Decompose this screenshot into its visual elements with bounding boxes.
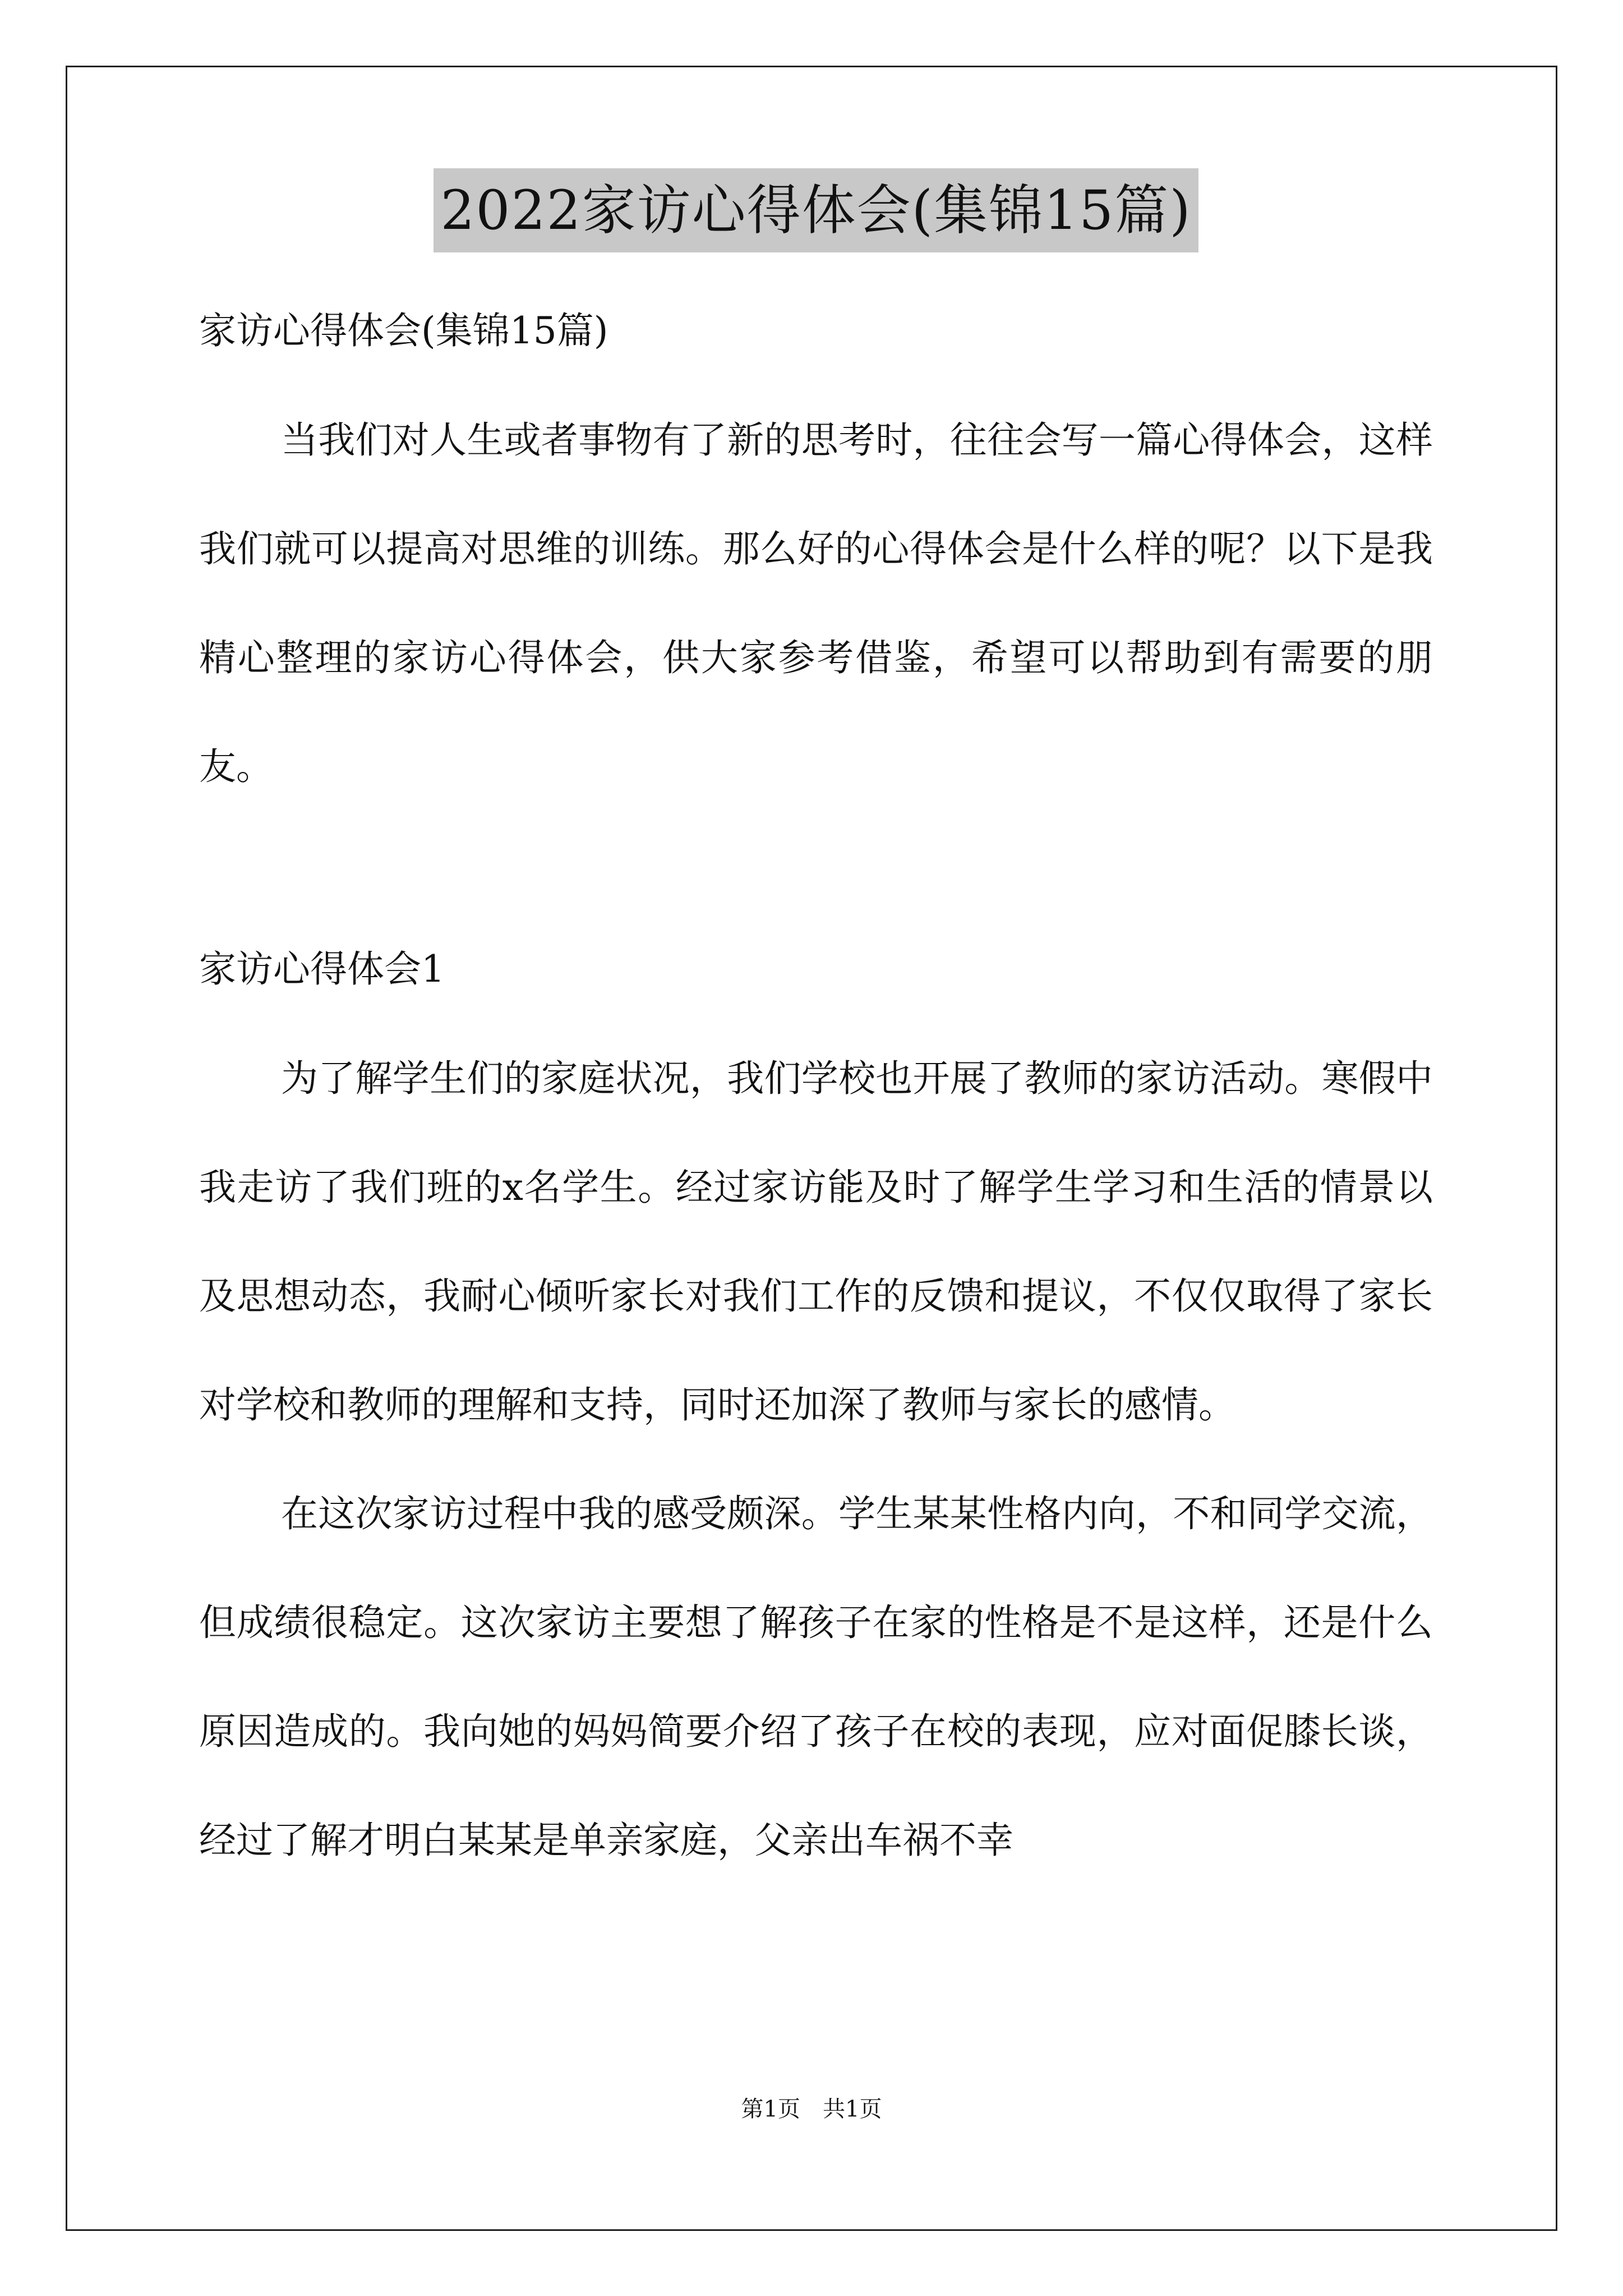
- page-footer: 第1页 共1页: [741, 2096, 882, 2122]
- document-subtitle: 家访心得体会(集锦15篇): [199, 309, 608, 352]
- document-title: 2022家访心得体会(集锦15篇): [434, 168, 1198, 252]
- title-container: [199, 168, 1433, 252]
- body-paragraph-2: 在这次家访过程中我的感受颇深。学生某某性格内向，不和同学交流，但成绩很稳定。这次家访主要想了解孩子在家的性格是不是这样，还是什么原因造成的。我向她的妈妈简要介绍了孩子在校的表现，应对面促膝长谈，经过了解才明白某某是单亲家庭，父亲出车祸不幸: [199, 1492, 1433, 1862]
- intro-paragraph: 当我们对人生或者事物有了新的思考时，往往会写一篇心得体会，这样我们就可以提高对思维的训练。那么好的心得体会是什么样的呢？以下是我精心整理的家访心得体会，供大家参考借鉴，希望可以帮助到有需要的朋友。: [199, 418, 1433, 788]
- body-paragraph-1: 为了解学生们的家庭状况，我们学校也开展了教师的家访活动。寒假中我走访了我们班的x名学生。经过家访能及时了解学生学习和生活的情景以及思想动态，我耐心倾听家长对我们工作的反馈和提议，不仅仅取得了家长对学校和教师的理解和支持，同时还加深了教师与家长的感情。: [199, 1057, 1433, 1427]
- section-heading: 家访心得体会1: [199, 947, 445, 991]
- document-body: [199, 168, 1433, 1895]
